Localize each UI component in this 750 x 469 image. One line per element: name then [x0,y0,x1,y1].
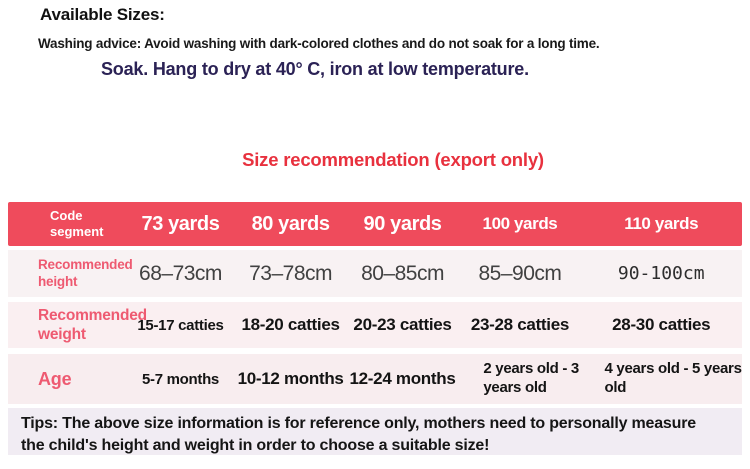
size-recommendation-title: Size recommendation (export only) [242,149,544,170]
header-cell-73-yards: 73 yards [141,212,220,235]
value-cell: 5-7 months [141,370,219,388]
table-row-recommended-height [8,250,742,297]
value-cell: 2 years old - 3 years old [483,360,579,396]
value-cell: 68–73cm [139,261,222,285]
row-label: Recommended weight [38,306,147,343]
header-cell-80-yards: 80 yards [251,212,330,235]
table-header-row [8,202,742,246]
value-cell: 18-20 catties [241,315,340,334]
washing-advice-text: Washing advice: Avoid washing with dark-colored clothes and do not soak for a long time. [38,36,600,51]
available-sizes-heading: Available Sizes: [40,5,165,24]
value-cell: 85–90cm [478,261,562,285]
row-label: Age [38,368,72,389]
value-cell: 80–85cm [361,261,444,285]
value-cell: 73–78cm [249,261,333,285]
tips-note: Tips: The above size information is for reference only, mothers need to personally measure the child's height and weight in order to choose a suitable size! [8,408,742,455]
care-instructions-text: Soak. Hang to dry at 40° C, iron at low temperature. [101,59,529,79]
size-table [8,202,742,404]
value-cell: 15-17 catties [137,316,224,334]
header-cell-110-yards: 110 yards [624,214,699,233]
value-cell: 28-30 catties [612,315,711,334]
value-cell: 90-100cm [617,263,705,284]
table-row-age [8,354,742,404]
table-row-recommended-weight [8,302,742,348]
header-cell-100-yards: 100 yards [482,214,558,233]
value-cell: 20-23 catties [353,315,452,334]
value-cell: 4 years old - 5 years old [604,360,742,396]
header-cell-90-yards: 90 yards [363,212,442,235]
value-cell: 12-24 months [349,369,456,388]
value-cell: 23-28 catties [470,315,570,334]
header-cell-code-segment: Code segment [50,208,104,239]
row-label: Recommended height [38,256,133,289]
value-cell: 10-12 months [237,369,344,388]
